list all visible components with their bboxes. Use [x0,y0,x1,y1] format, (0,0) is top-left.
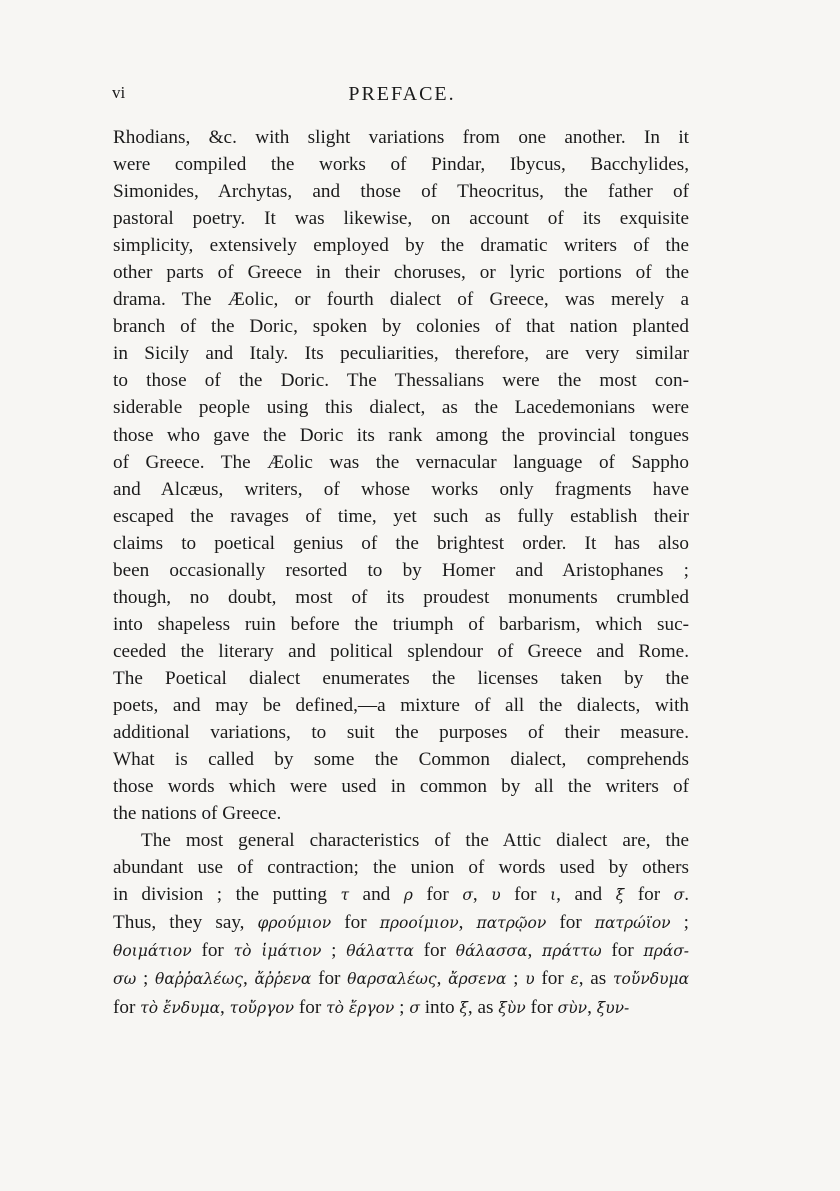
greek-word: ξ [459,998,468,1017]
text-line: drama. The Æolic, or fourth dialect of Greece, was merely a [113,289,689,311]
text-line: though, no doubt, most of its proudest monuments crumbled [113,586,689,608]
greek-word: ξ [615,886,625,905]
text-line: The Poetical dialect enumerates the licenses taken by the [113,667,689,689]
greek-word: τὸ ἔνδυμα [140,998,221,1017]
greek-word: ξὺν [498,998,526,1017]
greek-word: σὺν [557,998,588,1017]
text-line: Thus, they say, φρούμιον for προοίμιον, πατρῷον for πατρώϊον ; [113,912,689,934]
greek-word: υ [525,970,535,989]
text-line: poets, and may be defined,—a mixture of all the dialects, with [113,694,689,716]
greek-word: τ [340,886,350,905]
text-line: in Sicily and Italy. Its peculiarities, therefore, are very similar [113,343,689,365]
text-line: those words which were used in common by all the writers of [113,776,689,798]
text-line: Simonides, Archytas, and those of Theocritus, the father of [113,181,689,203]
text-line: claims to poetical genius of the brightest order. It has also [113,532,689,554]
text-line: What is called by some the Common dialect, comprehends [113,749,689,771]
text-line: those who gave the Doric its rank among the provincial tongues [113,424,689,446]
greek-word: ἄρσενα [448,970,507,989]
text-line: σω ; θαῤῥαλέως, ἄῤῥενα for θαρσαλέως, ἄρσενα ; υ for ε, as τοὔνδυμα [113,968,690,990]
text-line: Rhodians, &c. with slight variations from one another. In it [113,127,689,148]
greek-word: ἄῤῥενα [254,970,312,989]
greek-word: ξυν- [596,998,630,1017]
greek-word: ι [550,886,557,905]
text-line: pastoral poetry. It was likewise, on account of its exquisite [113,208,689,230]
text-line: simplicity, extensively employed by the dramatic writers of the [113,235,689,257]
greek-word: θαρσαλέως [347,970,437,989]
text-line: of Greece. The Æolic was the vernacular language of Sappho [113,451,689,473]
text-line: ceeded the literary and political splendour of Greece and Rome. [113,640,689,662]
greek-word: σ [673,886,685,905]
greek-word: πράσ- [643,942,690,961]
greek-word: ε [570,970,579,989]
greek-word: θάλασσα [455,942,528,961]
paragraph [113,124,689,827]
greek-word: προοίμιον [379,914,459,933]
greek-word: τοὔργον [229,998,295,1017]
greek-word: υ [491,886,501,905]
text-line: siderable people using this dialect, as the Lacedemonians were [113,397,689,419]
text-line: θοιμάτιον for τὸ ἱμάτιον ; θάλαττα for θάλασσα, πράττω for πράσ- [113,940,690,962]
greek-word: σ [409,998,420,1017]
text-line: for τὸ ἔνδυμα, τοὔργον for τὸ ἔργον ; σ into ξ, as ξὺν for σὺν, ξυν- [113,996,630,1018]
greek-word: πατρώϊον [594,914,671,933]
body-text [113,124,689,1022]
greek-word: θοιμάτιον [113,942,192,961]
text-line: additional variations, to suit the purposes of their measure. [113,722,689,744]
paragraph [113,827,689,1021]
greek-word: πατρῷον [476,914,547,933]
text-line: to those of the Doric. The Thessalians were the most con- [113,370,689,392]
page-number: vi [112,83,126,102]
text-line: into shapeless ruin before the triumph of barbarism, which suc- [113,613,689,635]
greek-word: ρ [403,886,413,905]
text-line: and Alcæus, writers, of whose works only fragments have [113,478,689,500]
text-line: were compiled the works of Pindar, Ibycus, Bacchylides, [113,154,689,176]
greek-word: θάλαττα [346,942,414,961]
text-line: the nations of Greece. [113,803,282,825]
greek-word: σ [462,886,473,905]
text-line: other parts of Greece in their choruses, or lyric portions of the [113,262,689,284]
text-line: been occasionally resorted to by Homer and Aristophanes ; [113,559,689,581]
page-header [112,83,692,113]
text-line: in division ; the putting τ and ρ for σ, υ for ι, and ξ for σ. [113,884,690,906]
text-line: escaped the ravages of time, yet such as fully establish their [113,505,689,527]
greek-word: τὸ ἱμάτιον [233,942,322,961]
greek-word: τοὔνδυμα [612,970,690,989]
greek-word: τὸ ἔργον [326,998,395,1017]
greek-word: σω [113,970,137,989]
greek-word: θαῤῥαλέως [154,970,243,989]
running-title: PREFACE. [348,83,456,105]
text-line: The most general characteristics of the Attic dialect are, the [141,830,689,852]
greek-word: πράττω [542,942,602,961]
text-line: branch of the Doric, spoken by colonies of that nation planted [113,316,689,338]
greek-word: φρούμιον [257,914,332,933]
text-line: abundant use of contraction; the union of words used by others [113,857,689,879]
